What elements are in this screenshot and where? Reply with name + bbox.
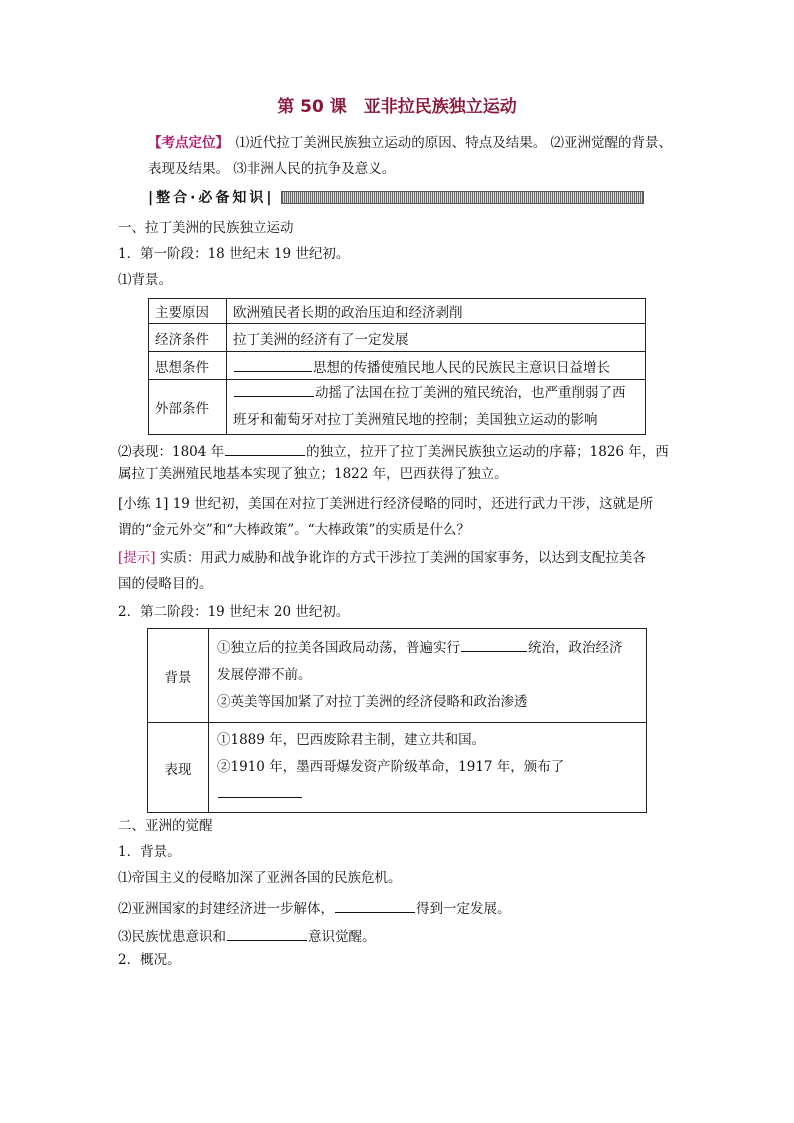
performance-text-b: 的独立，拉开了拉丁美洲民族独立运动的序幕；1826 年，西 [306,444,669,460]
section-1-heading: 一、拉丁美洲的民族独立运动 [118,220,294,236]
table-value: 欧洲殖民者长期的政治压迫和经济剥削 [227,299,646,324]
section-2-item-2 [118,899,511,917]
table-key: 经济条件 [149,324,227,352]
banner-label: |整合·必备知识| [148,190,275,206]
table-value-text: 统治，政治经济 [528,640,623,656]
section-2-background: 1．背景。 [118,844,181,860]
performance-text-a: ⑵表现：1804 年 [118,444,225,460]
performance-line-1 [118,442,669,460]
section-2-overview: 2．概况。 [118,952,181,968]
table-value-text: 动摇了法国在拉丁美洲的殖民统治，也严重削弱了西 [315,385,626,401]
hint-tag: [提示] [118,550,156,566]
table-value-text: ①1889 年，巴西废除君主制，建立共和国。 [217,732,486,748]
table-value [209,629,647,723]
table-row [149,352,646,380]
table-value-text: ②1910 年，墨西哥爆发资产阶级革命，1917 年，颁布了 [217,759,565,775]
fill-in-blank[interactable] [227,927,307,941]
fill-in-blank[interactable] [218,784,302,798]
performance-line-2: 属拉丁美洲殖民地基本实现了独立；1822 年，巴西获得了独立。 [118,466,508,482]
item-text-a: ⑵亚洲国家的封建经济进一步解体， [118,901,334,917]
banner-bar [281,191,644,204]
table-key: 思想条件 [149,352,227,380]
fill-in-blank[interactable] [461,638,527,652]
exam-points-line-1 [148,137,672,151]
hint-line-2: 国的侵略目的。 [118,576,213,592]
item-text-b: 得到一定发展。 [416,901,511,917]
table-key: 背景 [148,629,209,723]
background-table [148,298,646,435]
item-text-b: 意识觉醒。 [308,929,376,945]
table-key: 主要原因 [149,299,227,324]
table-value [227,352,646,380]
exam-points-text-1: ⑴近代拉丁美洲民族独立运动的原因、特点及结果。 ⑵亚洲觉醒的背景、 [222,135,673,151]
table-row [148,723,647,813]
phase-1-heading: 1．第一阶段：18 世纪末 19 世纪初。 [118,246,350,262]
exam-points-tag: 【考点定位】 [148,135,223,151]
background-heading: ⑴背景。 [118,272,172,288]
table-value-text: ①独立后的拉美各国政局动荡，普遍实行 [217,640,460,656]
exercise-1-line-2: 谓的“金元外交”和“大棒政策”。“大棒政策”的实质是什么？ [118,522,470,538]
table-row [149,380,646,435]
table-key: 外部条件 [149,380,227,435]
page-title: 第 50 课 亚非拉民族独立运动 [277,97,517,117]
phase-2-heading: 2．第二阶段：19 世纪末 20 世纪初。 [118,604,350,620]
section-banner [148,188,644,206]
section-2-item-1: ⑴帝国主义的侵略加深了亚洲各国的民族危机。 [118,870,402,886]
section-2-heading: 二、亚洲的觉醒 [118,818,213,834]
table-value-text: 思想的传播使殖民地人民的民族民主意识日益增长 [313,359,610,376]
fill-in-blank[interactable] [234,383,314,397]
table-value: 拉丁美洲的经济有了一定发展 [227,324,646,352]
table-row [149,299,646,324]
table-value-text: ②英美等国加紧了对拉丁美洲的经济侵略和政治渗透 [217,694,528,710]
table-row [149,324,646,352]
phase-2-table [147,628,647,813]
fill-in-blank[interactable] [335,899,415,913]
fill-in-blank[interactable] [225,442,305,456]
exercise-1-line-1: [小练 1] 19 世纪初，美国在对拉丁美洲进行经济侵略的同时，还进行武力干涉，这就是所 [118,496,654,512]
table-key: 表现 [148,723,209,813]
table-value [209,723,647,813]
table-value-text: 班牙和葡萄牙对拉丁美洲殖民地的控制；美国独立运动的影响 [233,412,598,428]
table-value-text: 发展停滞不前。 [217,667,312,683]
hint-line-1 [118,552,646,566]
item-text-a: ⑶民族忧患意识和 [118,929,226,945]
section-2-item-3 [118,927,376,945]
fill-in-blank[interactable] [234,358,312,372]
exam-points-text-2: 表现及结果。 ⑶非洲人民的抗争及意义。 [148,161,396,177]
hint-text-1: 实质：用武力威胁和战争讹诈的方式干涉拉丁美洲的国家事务，以达到支配拉美各 [155,550,646,566]
table-value [227,380,646,435]
table-row [148,629,647,723]
